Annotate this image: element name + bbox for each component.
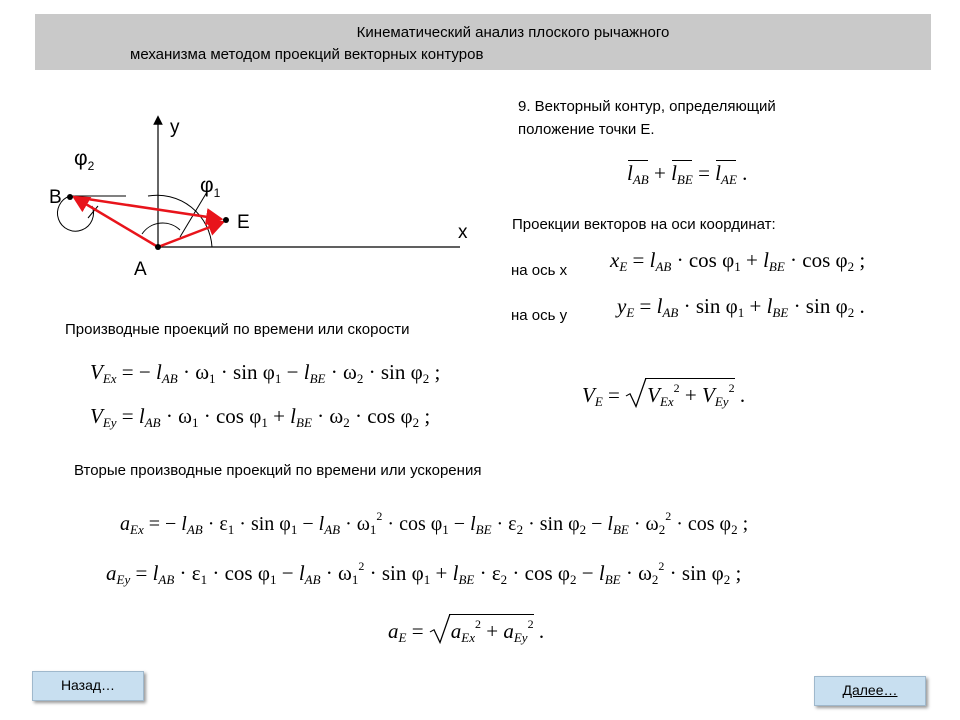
projection-x-equation: $x_E = l_{AB} \cdot \cos \varphi_1 + l_{BE} \cdot \cos \varphi_2$ ; <box>610 248 866 274</box>
projection-y-equation: $y_E = l_{AB} \cdot \sin \varphi_1 + l_{BE} \cdot \sin \varphi_2$ . <box>617 294 865 320</box>
phi2-arc <box>57 196 93 231</box>
acceleration-x-equation: $a_{Ex}$ = − $l_{AB} \cdot \varepsilon_1 \cdot \sin \varphi_1 - l_{AB} \cdot \omega_1^2 \cdot \cos \varphi_1 - l_{BE} \cdot \varepsilon_2 \cdot \sin \varphi_2 - l_{BE} \cdot \omega_2^2 \cdot \cos \varphi_2$ ; <box>120 509 749 537</box>
label-phi1: $\varphi_1$ <box>200 174 221 200</box>
point-a <box>155 244 161 250</box>
step-heading: 9. Векторный контур, определяющий <box>518 98 776 115</box>
slide-title-line-1: Кинематический анализ плоского рычажного <box>356 24 670 41</box>
step-heading-line2: положение точки E. <box>518 121 655 138</box>
slide-title-bar <box>35 14 931 70</box>
velocities-heading: Производные проекций по времени или скорости <box>65 321 410 338</box>
label-y: y <box>170 117 180 138</box>
back-button[interactable]: Назад… <box>32 671 144 701</box>
slide-title-line-2: механизма методом проекций векторных контуров <box>130 46 484 63</box>
acceleration-y-equation: $a_{Ey} = l_{AB} \cdot \varepsilon_1 \cdot \cos \varphi_1 - l_{AB} \cdot \omega_1^2 \cdot \sin \varphi_1 + l_{BE} \cdot \varepsilon_2 \cdot \cos \varphi_2 - l_{BE} \cdot \omega_2^2 \cdot \sin \varphi_2$ ; <box>106 559 742 587</box>
label-phi2: $\varphi_2$ <box>74 147 95 173</box>
projections-title: Проекции векторов на оси координат: <box>512 216 776 233</box>
vector-contour-equation: $l_{AB} + l_{BE} = l_{AE}$ . <box>627 161 748 187</box>
axis-y-label: на ось y <box>511 307 568 324</box>
next-button[interactable] <box>814 676 926 706</box>
next-button-label: Далее… <box>842 682 898 698</box>
label-x: x <box>458 222 468 243</box>
velocity-y-equation: $V_{Ey} = l_{AB} \cdot \omega_1 \cdot \cos \varphi_1 + l_{BE} \cdot \omega_2 \cdot \cos \varphi_2$ ; <box>90 404 431 430</box>
velocity-magnitude-equation: $V_E$ = $V_{Ex}^2 + V_{Ey}^2$ . <box>582 378 745 408</box>
label-e: E <box>237 212 250 233</box>
velocity-x-equation: $V_{Ex}$ = − $l_{AB} \cdot \omega_1 \cdot \sin \varphi_1 - l_{BE} \cdot \omega_2 \cdot \sin \varphi_2$ ; <box>90 360 441 386</box>
link-ae <box>158 222 223 247</box>
label-a: A <box>134 259 147 280</box>
label-b: B <box>49 187 62 208</box>
point-e <box>223 217 229 223</box>
axis-x-label: на ось x <box>511 262 568 279</box>
acceleration-magnitude-equation: $a_E$ = $a_{Ex}^2 + a_{Ey}^2$ . <box>388 614 544 644</box>
mechanism-diagram <box>30 110 490 290</box>
phi1-arc <box>142 223 180 234</box>
point-b <box>67 194 73 200</box>
accelerations-heading: Вторые производные проекций по времени или ускорения <box>74 462 482 479</box>
